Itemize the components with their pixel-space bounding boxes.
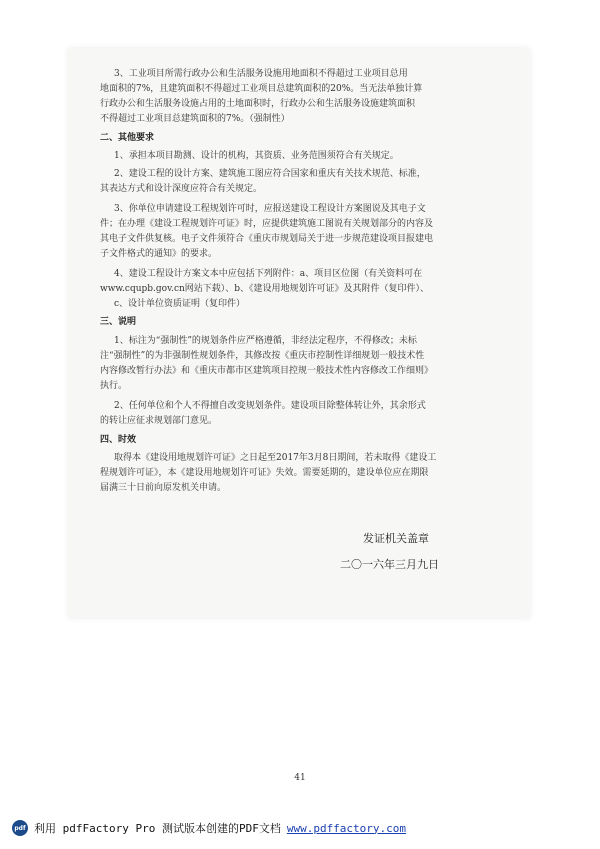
text-line: 1、标注为“强制性”的规划条件应严格遵循，非经法定程序，不得修改；未标 [114, 336, 417, 346]
text-line: 内容修改暂行办法》和《重庆市都市区建筑项目控规一般技术性内容修改工作细则》 [100, 366, 434, 376]
text-line: 注“强制性”的为非强制性规划条件，其修改按《重庆市控制性详细规划一般技术性 [100, 351, 425, 361]
issuing-authority-seal: 发证机关盖章 [363, 532, 429, 545]
section-heading: 二、其他要求 [100, 133, 155, 143]
footer-text: 利用 pdfFactory Pro 测试版本创建的PDF文档 [34, 822, 281, 835]
text-line: 3、你单位申请建设工程规划许可时，应报送建设工程设计方案图说及其电子文 [114, 204, 426, 214]
text-line: 程规划许可证》，本《建设用地规划许可证》失效。需要延期的，建设单位应在期限 [100, 468, 429, 478]
text-line: 2、任何单位和个人不得擅自改变规划条件。建设项目除整体转让外，其余形式 [114, 401, 426, 411]
text-line: 3、工业项目所需行政办公和生活服务设施用地面积不得超过工业项目总用 [114, 69, 408, 79]
text-line: 不得超过工业项目总建筑面积的7%。（强制性） [100, 114, 290, 124]
text-line: 其电子文件供复核。电子文件须符合《重庆市规划局关于进一步规范建设项目报建电 [100, 234, 434, 244]
text-line: 其表达方式和设计深度应符合有关规定。 [100, 184, 263, 194]
text-line: c、设计单位资质证明（复印件） [114, 299, 246, 309]
section-heading: 四、时效 [100, 435, 137, 445]
text-line: 的转让应征求规划部门意见。 [100, 416, 218, 426]
scanned-page [68, 48, 530, 618]
text-line: 取得本《建设用地规划许可证》之日起至2017年3月8日期间，若未取得《建设工 [114, 453, 437, 463]
text-line: 件；在办理《建设工程规划许可证》时，应提供建筑施工图说有关规划部分的内容及 [100, 219, 434, 229]
text-line: 行政办公和生活服务设施占用的土地面积时，行政办公和生活服务设施建筑面积 [100, 99, 416, 109]
text-line: 子文件格式的通知》的要求。 [100, 249, 218, 259]
text-line: 1、承担本项目勘测、设计的机构，其资质、业务范围须符合有关规定。 [114, 151, 399, 161]
text-line: 执行。 [100, 381, 128, 391]
text-line: 2、建设工程的设计方案、建筑施工图应符合国家和重庆有关技术规范、标准， [114, 169, 426, 179]
text-line: 地面积的7%，且建筑面积不得超过工业项目总建筑面积的20%。当无法单独计算 [100, 84, 423, 94]
pdf-logo-icon: pdf [12, 820, 28, 836]
text-line: www.cqupb.gov.cn网站下载）、b、《建设用地规划许可证》及其附件（复印件）、 [100, 284, 430, 294]
pdffactory-link[interactable]: www.pdffactory.com [286, 821, 407, 835]
page-number: 41 [294, 773, 306, 783]
text-line: 届满三十日前向原发机关申请。 [100, 483, 227, 493]
issue-date: 二〇一六年三月九日 [340, 558, 439, 571]
text-line: 4、建设工程设计方案文本中应包括下列附件：a、项目区位图（有关资料可在 [114, 269, 423, 279]
pdf-footer [12, 819, 406, 837]
section-heading: 三、说明 [100, 317, 137, 327]
